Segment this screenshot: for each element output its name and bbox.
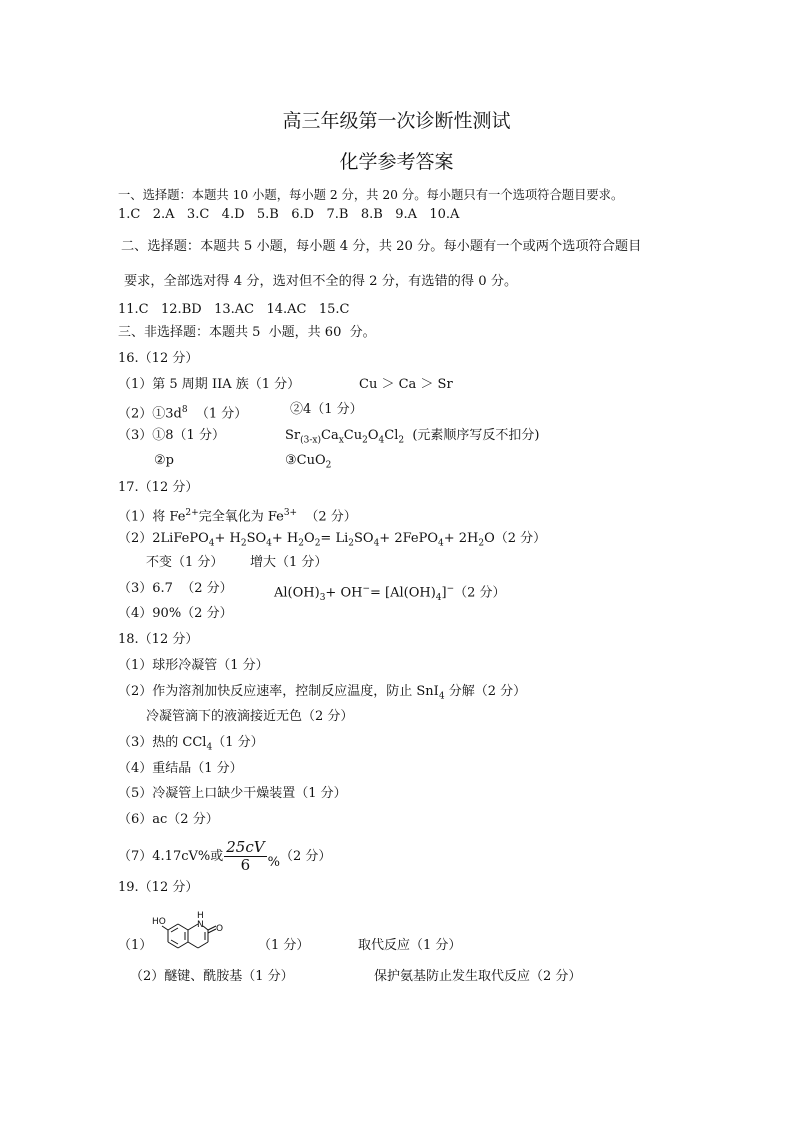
q18-answer-5: （5）冷凝管上口缺少干燥装置（1 分） — [118, 786, 347, 801]
q19-answer-2-right: 保护氨基防止发生取代反应（2 分） — [374, 969, 582, 984]
section2-heading-line2: 要求，全部选对得 4 分，选对但不全的得 2 分，有选错的得 0 分。 — [124, 274, 518, 289]
structure-diagram — [150, 910, 250, 960]
q16-answer-3-right: $Sr_{(3-x)}Ca_xCu_2O_4Cl_2$ (元素顺序写反不扣分) — [285, 428, 540, 446]
q18-answer-7-prefix: （7）4.17cV%或 — [118, 849, 224, 864]
page-title: 高三年级第一次诊断性测试 — [282, 110, 511, 132]
q17-answer-3-right: $Al(OH)_3+ OH^-= [Al(OH)_4]^-(2$ 分） — [274, 584, 506, 603]
q17-answer-3: （3）6.7 （2 分） — [118, 581, 233, 596]
page-subtitle: 化学参考答案 — [339, 151, 454, 173]
section1-heading: 一、选择题：本题共 10 小题，每小题 2 分，共 20 分。每小题只有一个选项符合题目要求。 — [118, 188, 624, 202]
q16-answer-2-right: ②4（1 分） — [290, 402, 363, 417]
q16-answer-1: （1）第 5 周期 IIA 族（1 分） — [118, 377, 301, 392]
section1-answers: 1.C 2.A 3.C 4.D 5.B 6.D 7.B 8.B 9.A 10.A — [118, 207, 460, 222]
q17-answer-2: （2）2LiFePO$_4$+ $H_2SO_4+ H_2O_2= Li_2SO_4+$ 2FePO$_4$+ $2H_2O(2$ 分） — [118, 531, 547, 549]
q18-answer-1: （1）球形冷凝管（1 分） — [118, 658, 269, 673]
q16-header: 16.（12 分） — [118, 351, 199, 366]
q16-answer-1-right: Cu ＞ Ca ＞ Sr — [359, 377, 453, 392]
q16-answer-3b: ②p — [154, 453, 174, 468]
q16-answer-2: $(2)①3d^8$ （1 分） — [118, 405, 248, 422]
section2-answers: 11.C 12.BD 13.AC 14.AC 15.C — [118, 302, 350, 317]
q17-answer-4: （4）90%（2 分） — [118, 606, 233, 621]
structure-label-o: O — [216, 924, 224, 934]
q17-answer-1: （1）将 $Fe^{2+}$完全氧化为 $Fe^{3+}$ （2 分） — [118, 508, 357, 525]
q18-answer-4: （4）重结晶（1 分） — [118, 761, 243, 776]
q19-answer-1-label: （1） — [118, 938, 153, 953]
q17-header: 17.（12 分） — [118, 480, 199, 495]
structure-label-n: N — [197, 920, 204, 930]
q19-answer-1-right: 取代反应（1 分） — [358, 938, 462, 953]
structure-label-h: H — [197, 911, 204, 921]
q18-answer-7-score: （2 分） — [279, 849, 332, 864]
q19-answer-2: （2）醚键、酰胺基（1 分） — [130, 969, 294, 984]
q18-answer-2b: 冷凝管滴下的液滴接近无色（2 分） — [146, 709, 354, 724]
structure-label-ho: HO — [152, 917, 166, 927]
q18-answer-2: （2）作为溶剂加快反应速率，控制反应温度，防止 SnI$_4$ 分解（2 分） — [118, 684, 527, 702]
fraction — [224, 839, 266, 874]
q17-answer-2b: 不变（1 分） — [146, 555, 224, 570]
q16-answer-3b-right: ③CuO$_2$ — [285, 453, 332, 471]
section2-heading-line1: 二、选择题：本题共 5 小题，每小题 4 分，共 20 分。每小题有一个或两个选项符合题目 — [121, 239, 642, 254]
q19-answer-1-score: （1 分） — [258, 938, 310, 953]
q18-header: 18.（12 分） — [118, 632, 199, 647]
q16-answer-3: （3）①8（1 分） — [118, 428, 225, 443]
q18-answer-6: （6）ac（2 分） — [118, 812, 219, 827]
q17-answer-2b-right: 增大（1 分） — [250, 555, 328, 570]
q18-answer-7-percent: % — [267, 855, 280, 870]
section3-heading: 三、非选择题：本题共 5 小题，共 60 分。 — [118, 325, 376, 340]
q18-answer-7 — [118, 838, 331, 882]
q19-header: 19.（12 分） — [118, 880, 199, 895]
fraction-denominator: 6 — [240, 856, 251, 874]
q18-answer-3: （3）热的 CCl$_4$（1 分） — [118, 735, 264, 753]
fraction-numerator: 25cV — [226, 838, 265, 856]
